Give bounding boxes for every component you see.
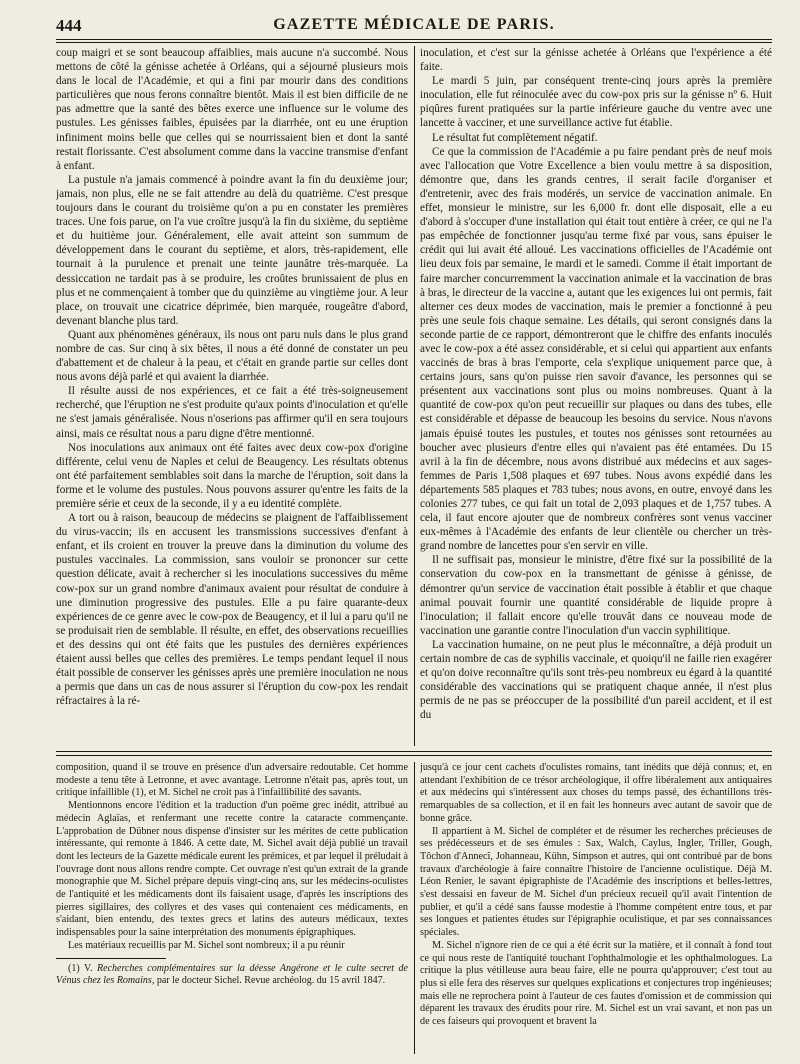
paragraph: Il ne suffisait pas, monsieur le ministre, d'être fixé sur la possibilité de la conservation du cow-pox en la transmettant de génisse à génisse, de démontrer qu'un service de vaccination était possible à établir et que chaque animal pouvait fournir une quantité considérable de liquide propre à l'inoculation; il fallait encore qu'elle trouvât dans ce nouveau mode de vaccination une garantie contre l'inoculation d'un vaccin syphilitique.	[420, 554, 772, 637]
footnote-rule	[56, 958, 166, 959]
paragraph: A tort ou à raison, beaucoup de médecins se plaignent de l'affaiblissement du virus-vaccin; ils en accusent les transmissions successives d'enfant à enfant, et ils croient en trouver la preuve dans la diminution du volume des pustules vaccinales. La commission, sans vouloir se prononcer sur cette question délicate, avait à rechercher si les inoculations successives du même cow-pox sur un grand nombre d'animaux avaient pour résultat de conduire à une diminution progressive des pustules. Elle a pu faire quarante-deux expériences de ce genre avec le cow-pox de Beaugency, et il lui a paru qu'il ne se produisait rien de semblable. Il résulte, en effet, des observations recueillies et des dessins qui ont été faits que les pustules des dernières expériences étaient aussi belles que celles des premières. Le temps pendant lequel il nous était possible de conserver les génisses après une première inoculation ne nous a permis que dans un cas de nous assurer si l'éruption du cow-pox les rendait réfractaires à la ré-	[56, 512, 408, 708]
feuilleton-rule	[56, 751, 772, 752]
footnote-citation: par le docteur Sichel. Revue archéolog. du 15 avril 1847.	[156, 974, 386, 986]
article-column-right	[420, 46, 772, 746]
footnote-mark: (1) V.	[68, 962, 93, 974]
page-number: 444	[56, 16, 82, 35]
footnote-title: Recherches complémentaires sur la déesse Angérone et le culte secret de Vénus chez les Romains,	[56, 962, 408, 986]
journal-title: GAZETTE MÉDICALE DE PARIS.	[273, 16, 555, 33]
header-rule	[56, 39, 772, 40]
paragraph: inoculation, et c'est sur la génisse achetée à Orléans que l'expérience a été faite.	[420, 47, 772, 74]
paragraph: Le résultat fut complètement négatif.	[432, 131, 598, 144]
feuilleton-column-left	[56, 762, 408, 1048]
paragraph: Quant aux phénomènes généraux, ils nous ont paru nuls dans le plus grand nombre de cas. Sur cinq à six bêtes, il nous a été donné de constater un peu d'abattement et de chaleur à la peau, et c'était en grande partie sur celles dont nous avons déjà parlé et qui avaient la diarrhée.	[56, 328, 408, 384]
feuilleton-column-right	[420, 762, 772, 1052]
paragraph: Le mardi 5 juin, par conséquent trente-cinq jours après la première inoculation, elle fut réinoculée avec du cow-pox pris sur la génisse nº 6. Huit piqûres furent pratiquées sur la partie inférieure gauche du ventre avec une lancette à vacciner, et une surveillance active fut établie.	[420, 75, 772, 130]
paragraph: Ce que la commission de l'Académie a pu faire pendant près de neuf mois avec l'allocation que Votre Excellence a bien voulu mettre à sa disposition, démontre que, dans les grands centres, il serait facile d'organiser et d'entretenir, avec des frais modérés, un service de vaccination animale. En effet, monsieur le ministre, sur les 6,000 fr. dont elle disposait, elle a eu d'abord à s'occuper d'une installation qui était tout entière à créer, ce qui ne l'a pas empêchée de fonctionner jusqu'au terme fixé par vous, sans épuiser le crédit qui lui avait été alloué. Les vaccinations officielles de l'Académie ont lieu deux fois par semaine, le mardi et le samedi. Comme il était important de faire marcher concurremment la vaccination animale et la vaccination de bras à bras, le directeur de la vaccine a, autant que les exigences lui ont permis, fait alterner ces deux modes de vaccination, mais le premier a fonctionné à peu près une seule fois chaque semaine. Les détails, qui seront consignés dans la seconde partie de ce rapport, démontreront que le chiffre des enfants inoculés avec le cow-pox a été assez considérable, et si celui qui appartient aux enfants vaccinés de bras à bras l'emporte, cela s'explique uniquement parce que, à certains jours, sans qu'on puisse rien savoir d'avance, les personnes qui se présentent aux vaccinations sont plus ou moins nombreuses. Quant à la quantité de cow-pox qu'on peut recueillir sur plaques ou dans des tubes, elle est considérable et dépasse de beaucoup les besoins du service. Nous n'avons jamais épuisé toutes les pustules, et toutes nos génisses sont retournées au boucher avec plusieurs d'entre elles qui n'avaient pas été entamées. Du 15 avril à la fin de décembre, nous avons distribué aux médecins et aux sages-femmes de Paris 1,508 plaques et 697 tubes. Nous avons expédié dans les départements 585 plaques et 783 tubes; nous avons, en outre, envoyé dans les colonies 277 tubes, ce qui fait un total de 2,093 plaques et de 1,757 tubes. A cela, il faut encore ajouter que de nombreux confrères sont venus vacciner eux-mêmes à l'Académie des enfants de leur clientèle ou chercher un très-grand nombre de lancettes pour s'en servir en ville.	[420, 145, 772, 553]
paragraph: Les matériaux recueillis par M. Sichel sont nombreux; il a pu réunir	[68, 939, 345, 951]
feuilleton-column-divider	[414, 762, 415, 1054]
column-divider	[414, 46, 415, 746]
paragraph: Mentionnons encore l'édition et la traduction d'un poëme grec inédit, attribué au médecin Aglaïas, et renfermant une recette contre la cataracte commençante. L'approbation de Dübner nous dispense d'insister sur les mérites de cette publication intéressante, qui remonte à 1846. A cette date, M. Sichel avait déjà publié un travail dont les lecteurs de la Gazette médicale eurent les prémices, et par lequel il préludait à l'ouvrage dont nous allons rendre compte. Cet ouvrage n'est qu'un extrait de la grande monographie que M. Sichel prépare depuis vingt-cinq ans, sur les médecins-oculistes de l'antiquité et les médicaments dont ils faisaient usage, d'après les inscriptions des pierres sigillaires, des collyres et des vases qui contenaient ces médicaments, en s'aidant, bien entendu, des textes grecs et latins des auteurs médicaux, textes indispensables pour la saine interprétation des monuments épigraphiques.	[56, 800, 408, 939]
paragraph: La vaccination humaine, on ne peut plus le méconnaître, a déjà produit un certain nombre de cas de syphilis vaccinale, et quoiqu'il ne faille rien exagérer et qu'on doive reconnaître qu'ils sont très-peu nombreux eu égard à la quantité considérable des vaccinations qui se pratiquent chaque année, il n'est plus permis de ne pas se préoccuper de la possibilité d'un pareil accident, et il est du	[420, 638, 772, 722]
paragraph: M. Sichel n'ignore rien de ce qui a été écrit sur la matière, et il connaît à fond tout ce qui nous reste de l'antiquité touchant l'ophthalmologie et les ophthalmologues. La critique la plus vétilleuse aura beau faire, elle ne pourra qu'approuver; c'est tout au plus si elle fera des réserves sur quelques explications et conjectures trop ingénieuses; mais elle ne reprochera point à l'auteur de ces fautes d'omission et de commission qui déparent les travaux des érudits pour rire. M. Sichel est un vrai savant, et non pas un de ces faiseurs qui provoquent et bravent la	[420, 939, 772, 1028]
paragraph: jusqu'à ce jour cent cachets d'oculistes romains, tant inédits que déjà connus; et, en attendant l'exhibition de ce trésor archéologique, il offre libéralement aux antiquaires et aux médecins qui s'intéressent aux choses du temps passé, des échantillons très-remarquables de sa collection, et il en fait les honneurs avec autant de savoir que de bonne grâce.	[420, 762, 772, 824]
footnote	[56, 963, 408, 987]
feuilleton-rule-second	[56, 755, 772, 756]
running-head	[56, 14, 772, 36]
article-column-left	[56, 46, 408, 746]
paragraph: Il résulte aussi de nos expériences, et ce fait a été très-soigneusement recherché, que l'éruption ne s'est produite qu'aux points d'inoculation et qu'elle ne s'est jamais généralisée. Nous n'oserions pas affirmer qu'il en sera toujours ainsi, mais ce résultat nous a paru digne d'être mentionné.	[56, 385, 408, 440]
paragraph: Nos inoculations aux animaux ont été faites avec deux cow-pox d'origine différente, celui venu de Naples et celui de Beaugency. Les résultats obtenus ont été parfaitement semblables soit dans la marche de l'éruption, soit dans la forme et le volume des pustules. Nous pouvons assurer qu'entre les faits de la première série et ceux de la seconde, il y a eu identité complète.	[56, 441, 408, 510]
paragraph: Il appartient à M. Sichel de compléter et de résumer les recherches précieuses de ses prédécesseurs et de ses émules : Sax, Walch, Caylus, Ingler, Triller, Gough, Tôchon d'Annecî, Johanneau, Kühn, Simpson et autres, qui ont contribué par de bons travaux d'archéologie à faire connaître l'histoire de l'ancienne oculistique. Déjà M. Léon Renier, le savant épigraphiste de l'Académie des inscriptions et belles-lettres, s'est dessaisi en faveur de M. Sichel d'un précieux recueil qu'il avait l'intention de publier, et qu'il a cédé sans fausse modestie à l'homme compétent entre tous, et par ses longues et patientes études sur l'épigraphie oculistique, et par ses connaissances spéciales.	[420, 825, 772, 939]
paragraph: coup maigri et se sont beaucoup affaiblies, mais aucune n'a succombé. Nous mettons de côté la génisse achetée à Orléans, qui a séjourné plusieurs mois dans le local de l'Académie, et qui a fini par mourir dans des conditions particulières que nous ferons connaître bientôt. Mais il est bien difficile de ne pas admettre que la santé des bêtes exerce une influence sur le volume des pustules. Les génisses faibles, épuisées par la diarrhée, ont eu une éruption infiniment moins belle que celles qui se nourrissaient bien et dont la santé restait florissante. C'est absolument comme dans la vaccine transmise d'enfant à enfant.	[56, 47, 408, 172]
header-rule-thin	[56, 42, 772, 43]
paragraph: composition, quand il se trouve en présence d'un adversaire redoutable. Cet homme modeste a tenu tête à Letronne, et avec avantage. Letronne n'était pas, après tout, un critique infaillible (1), et M. Sichel ne croit pas à l'infaillibilité des savants.	[56, 762, 408, 799]
paragraph: La pustule n'a jamais commencé à poindre avant la fin du deuxième jour; jamais, non plus, elle ne se fait attendre au delà du quatrième. C'est presque toujours dans le courant du troisième qu'on a pu en constater les premières traces. Une fois parue, on l'a vue croître jusqu'à la fin du sixième, du septième et du huitième jour. Généralement, elle avait atteint son summum de développement dans le courant du septième, et alors, très-rapidement, elle tournait à la purulence et prenait une teinte jaunâtre très-marquée. La dessiccation ne tardait pas à se produire, les croûtes brunissaient de plus en plus et ne commençaient à tomber que du quinzième au vingtième jour. A leur place, on trouvait une cicatrice déprimée, bien marquée, rougeâtre d'abord, devenant blanche plus tard.	[56, 173, 408, 327]
